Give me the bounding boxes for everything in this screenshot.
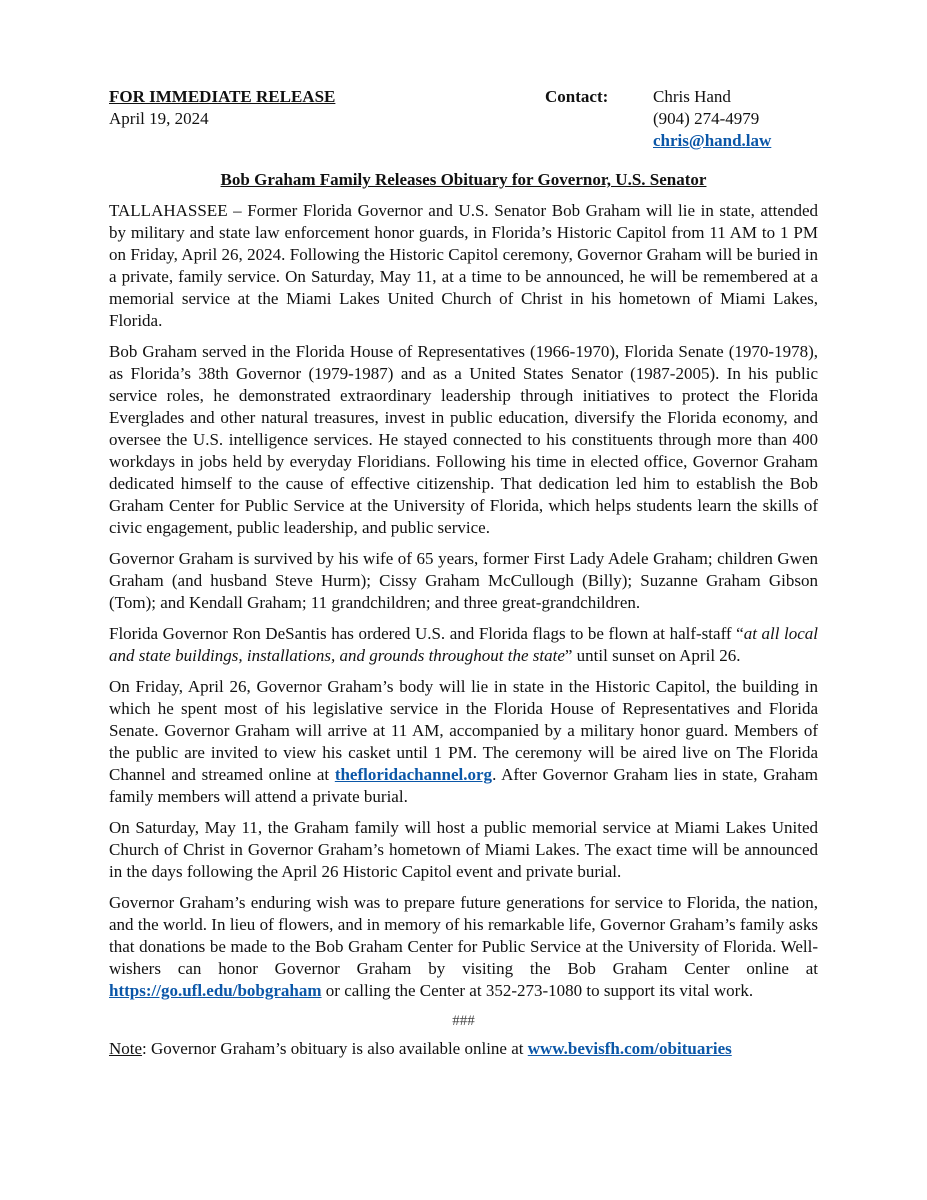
contact-label: Contact: <box>545 87 609 106</box>
donations-text-after: or calling the Center at 352-273-1080 to support its vital work. <box>321 981 754 1000</box>
flags-text-before: Florida Governor Ron DeSantis has ordered U.S. and Florida flags to be flown at half-staff “ <box>109 624 744 643</box>
contact-info <box>653 86 771 152</box>
bob-graham-center-link[interactable]: https://go.ufl.edu/bobgraham <box>109 981 322 1000</box>
obituaries-link[interactable]: www.bevisfh.com/obituaries <box>527 1039 732 1058</box>
contact-phone: (904) 274-4979 <box>653 109 760 128</box>
note-label: Note <box>109 1039 143 1058</box>
flags-text-after: ” until sunset on April 26. <box>564 646 741 665</box>
release-title: FOR IMMEDIATE RELEASE <box>109 87 336 106</box>
paragraph-survivors: Governor Graham is survived by his wife of 65 years, former First Lady Adele Graham; children Gwen Graham (and husband Steve Hurm); Cissy Graham McCullough (Billy); Suzanne Graham Gibson (Tom); and Kendall Graham; 11 grandchildren; and three great-grandchildren. <box>109 549 818 612</box>
paragraph-memorial: On Saturday, May 11, the Graham family will host a public memorial service at Miami Lakes United Church of Christ in Governor Graham’s hometown of Miami Lakes. The exact time will be announced in the days following the April 26 Historic Capitol event and private burial. <box>109 818 818 881</box>
headline: Bob Graham Family Releases Obituary for Governor, U.S. Senator <box>220 170 707 189</box>
contact-email-link[interactable]: chris@hand.law <box>653 131 772 150</box>
paragraph-flags <box>109 623 818 667</box>
donations-text-before: Governor Graham’s enduring wish was to prepare future generations for service to Florida, the nation, and the world. In lieu of flowers, and in memory of his remarkable life, Governor Graham’s family asks that donations be made to the Bob Graham Center for Public Service at the University of Florida. Well-wishers can honor Governor Graham by visiting the Bob Graham Center online at <box>109 893 818 978</box>
release-date: April 19, 2024 <box>109 109 209 128</box>
paragraph-career: Bob Graham served in the Florida House of Representatives (1966-1970), Florida Senate (1970-1978), as Florida’s 38th Governor (1979-1987) and as a United States Senator (1987-2005). In his public service roles, he demonstrated extraordinary leadership through initiatives to protect the Florida Everglades and other natural treasures, invest in public education, diversify the Florida economy, and oversee the U.S. intelligence services. He stayed connected to his constituents through more than 400 workdays in jobs held by everyday Floridians. Following his time in elected office, Governor Graham dedicated himself to the cause of effective citizenship. That dedication led him to establish the Bob Graham Center for Public Service at the University of Florida, which helps students learn the skills of civic engagement, public leadership, and public service. <box>109 342 818 537</box>
obituary-note <box>109 1038 818 1060</box>
lie-in-state-text-after: . After Governor Graham lies in state, Graham family members will attend a private burial. <box>109 765 819 806</box>
paragraph-donations <box>109 892 818 1002</box>
press-release-page <box>109 86 818 1060</box>
paragraph-announcement: TALLAHASSEE – Former Florida Governor and U.S. Senator Bob Graham will lie in state, attended by military and state law enforcement honor guards, in Florida’s Historic Capitol from 11 AM to 1 PM on Friday, April 26, 2024. Following the Historic Capitol ceremony, Governor Graham will be buried in a private, family service. On Saturday, May 11, at a time to be announced, he will be remembered at a memorial service at the Miami Lakes United Church of Christ in his hometown of Miami Lakes, Florida. <box>109 201 818 330</box>
release-header <box>109 86 818 156</box>
release-info <box>109 86 335 130</box>
lie-in-state-text-before: On Friday, April 26, Governor Graham’s body will lie in state in the Historic Capitol, the building in which he spent most of his legislative service in the Florida House of Representatives and Florida Senate. Governor Graham will arrive at 11 AM, accompanied by a military honor guard. Members of the public are invited to view his casket until 1 PM. The ceremony will be aired live on The Florida Channel and streamed online at <box>109 677 818 784</box>
florida-channel-link[interactable]: thefloridachannel.org <box>334 765 493 784</box>
note-text: : Governor Graham’s obituary is also available online at <box>142 1039 528 1058</box>
paragraph-lie-in-state <box>109 676 818 808</box>
contact-name: Chris Hand <box>653 87 731 106</box>
flags-quote: at all local and state buildings, installations, and grounds throughout the state <box>109 624 818 665</box>
ending-mark: ### <box>452 1013 475 1029</box>
